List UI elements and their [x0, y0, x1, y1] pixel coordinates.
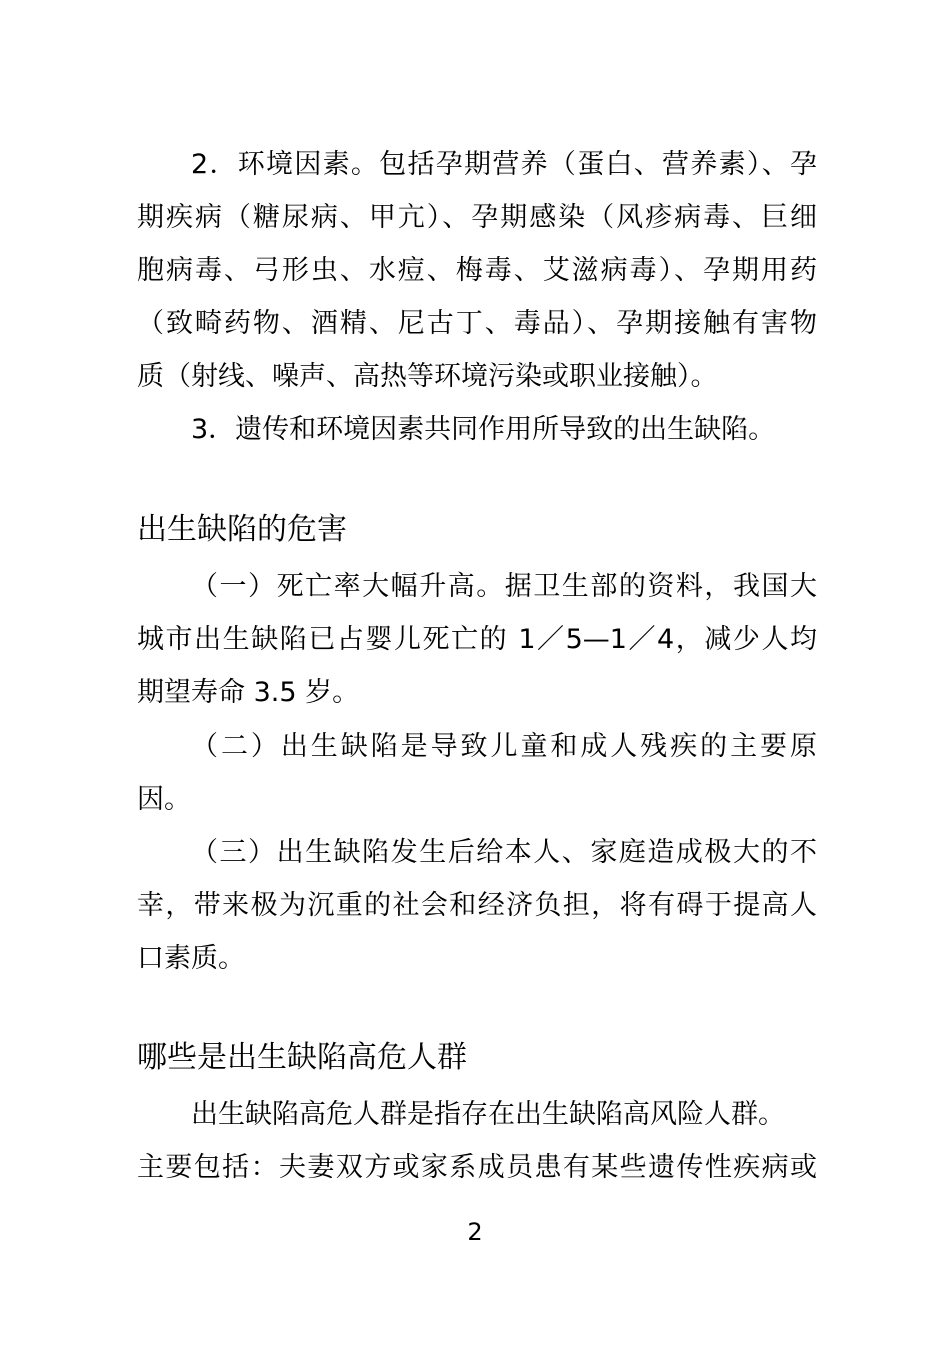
page-number: 2 [467, 1218, 483, 1246]
paragraph-line: 2．环境因素。包括孕期营养（蛋白、营养素）、孕 [191, 149, 817, 180]
section-heading: 哪些是出生缺陷高危人群 [137, 1040, 467, 1075]
paragraph-line: 出生缺陷高危人群是指存在出生缺陷高风险人群。 [191, 1099, 785, 1130]
paragraph-line: 期望寿命 3.5 岁。 [137, 677, 360, 708]
paragraph-line: 因。 [137, 784, 191, 815]
paragraph-line: （致畸药物、酒精、尼古丁、毒品）、孕期接触有害物 [137, 308, 817, 339]
paragraph-line: （三）出生缺陷发生后给本人、家庭造成极大的不 [191, 837, 817, 868]
paragraph-line: 质（射线、噪声、高热等环境污染或职业接触）。 [137, 361, 718, 392]
paragraph-line: 胞病毒、弓形虫、水痘、梅毒、艾滋病毒）、孕期用药 [137, 255, 817, 286]
paragraph-line: 3．遗传和环境因素共同作用所导致的出生缺陷。 [191, 414, 776, 445]
paragraph-line: （二）出生缺陷是导致儿童和成人残疾的主要原 [191, 731, 817, 762]
paragraph-line: （一）死亡率大幅升高。据卫生部的资料，我国大 [191, 571, 817, 602]
paragraph-line: 口素质。 [137, 943, 245, 974]
section-heading: 出生缺陷的危害 [137, 512, 347, 547]
paragraph-line: 幸，带来极为沉重的社会和经济负担，将有碍于提高人 [137, 890, 817, 921]
paragraph-line: 主要包括：夫妻双方或家系成员患有某些遗传性疾病或 [137, 1152, 817, 1183]
paragraph-line: 期疾病（糖尿病、甲亢）、孕期感染（风疹病毒、巨细 [137, 202, 817, 233]
paragraph-line: 城市出生缺陷已占婴儿死亡的 1／5—1／4，减少人均 [137, 624, 817, 655]
